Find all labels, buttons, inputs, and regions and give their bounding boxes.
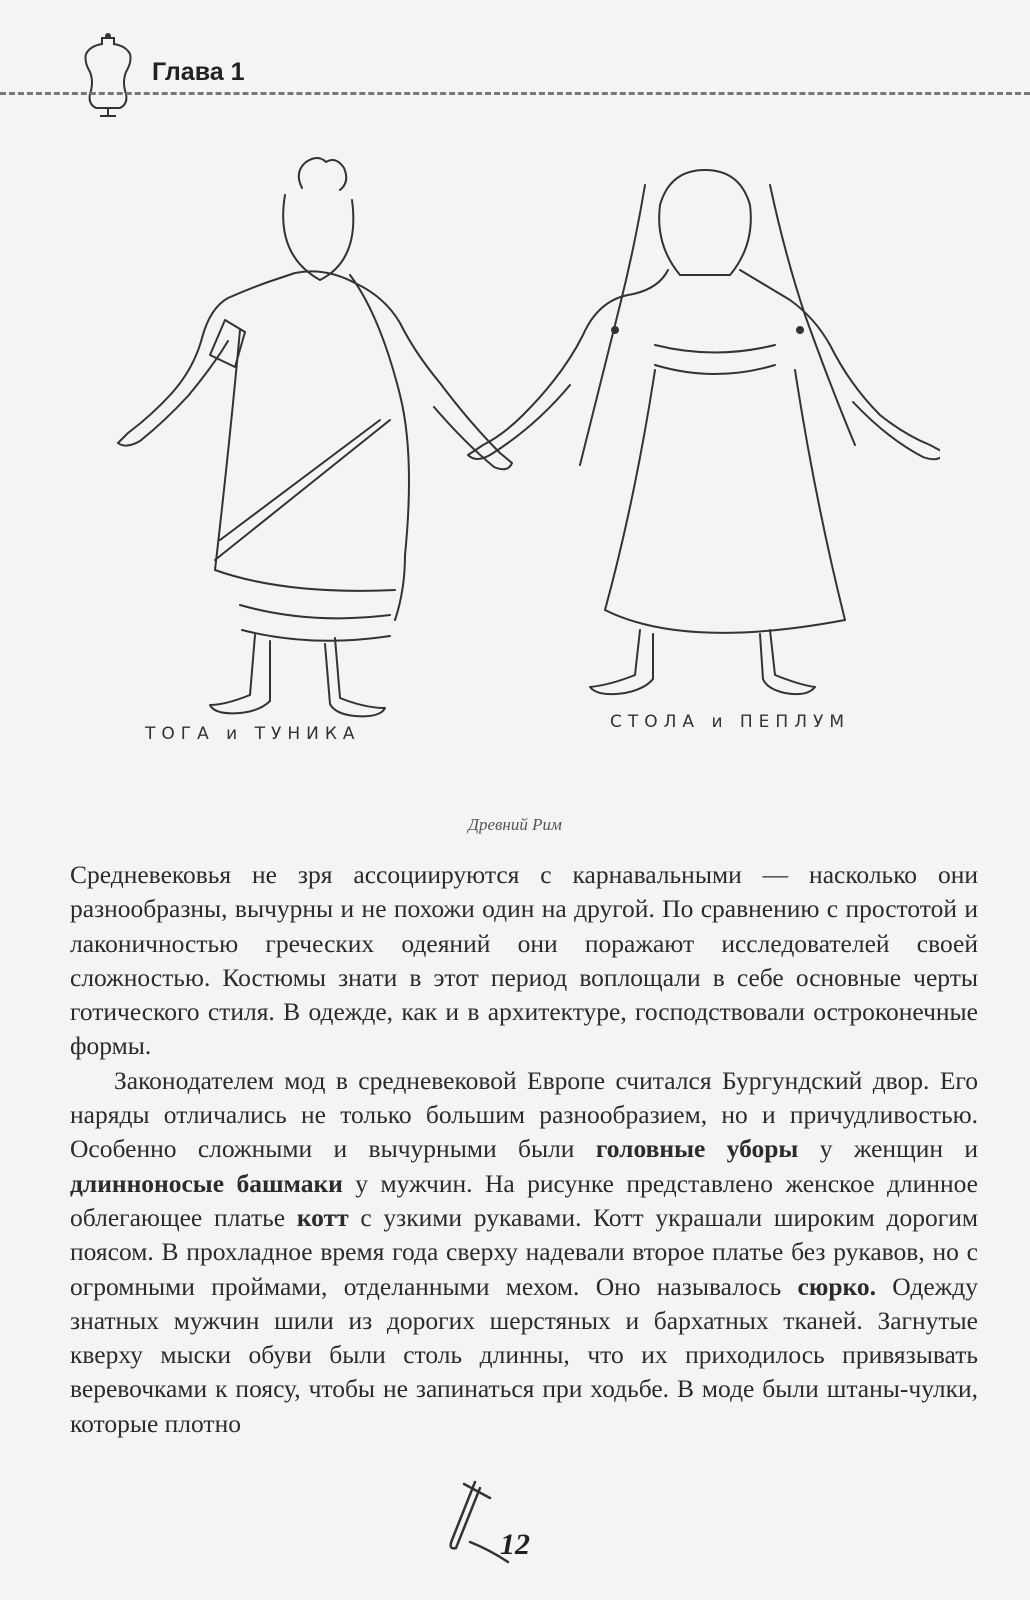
text-run: Одежду знатных мужчин шили из дорогих шерстяных и бархатных тканей. Загнутые кверху мыски обуви были столь длинны, что их приходилось привязывать веревочками к поясу, чтобы не запинаться при ходьбе. В моде были штаны-чулки, которые плотно	[70, 1271, 978, 1438]
bold-term: котт	[296, 1202, 349, 1232]
paragraph	[70, 858, 978, 1064]
text-run: Законодателем мод в средневековой Европе считался Бургундский двор. Его наряды отличались не только большим разнообразием, но и причудливостью. Особенно сложными и вычурными были	[70, 1065, 978, 1164]
stola-figure	[468, 170, 940, 694]
costume-illustration	[80, 150, 940, 790]
chapter-title: Глава 1	[152, 58, 245, 86]
figure-caption: Древний Рим	[468, 815, 562, 834]
bold-term: сюрко.	[797, 1271, 876, 1301]
text-run: у мужчин. На рисунке представлено женское длинное облегающее платье	[70, 1168, 978, 1232]
figure-label-right: СТОЛА и ПЕПЛУМ	[610, 712, 851, 732]
needle-thread-icon	[430, 1470, 510, 1565]
bold-term: длинноносые башмаки	[70, 1168, 343, 1198]
body-text	[70, 858, 978, 1441]
header-divider	[0, 92, 1030, 95]
text-run: у женщин и	[798, 1134, 979, 1164]
page-header	[0, 20, 1030, 120]
text-run: Средневековья не зря ассоциируются с карнавальными — насколько они разнообразны, вычурны и не похожи один на другой. По сравнению с простотой и лаконичностью греческих одеяний они поражают исследователей своей сложностью. Костюмы знати в этот период воплощали в себе основные черты готического стиля. В одежде, как и в архитектуре, господствовали остроконечные формы.	[70, 860, 978, 1061]
figure-label-left: ТОГА и ТУНИКА	[145, 724, 361, 744]
toga-figure	[118, 158, 512, 716]
page-number: 12	[500, 1528, 530, 1561]
paragraph	[70, 1064, 978, 1441]
mannequin-icon	[78, 32, 138, 117]
text-run: с узкими рукавами. Котт украшали широким дорогим поясом. В прохладное время года сверху надевали второе платье без рукавов, но с огромными проймами, отделанными мехом. Оно называлось	[70, 1202, 978, 1301]
bold-term: головные уборы	[595, 1134, 799, 1164]
